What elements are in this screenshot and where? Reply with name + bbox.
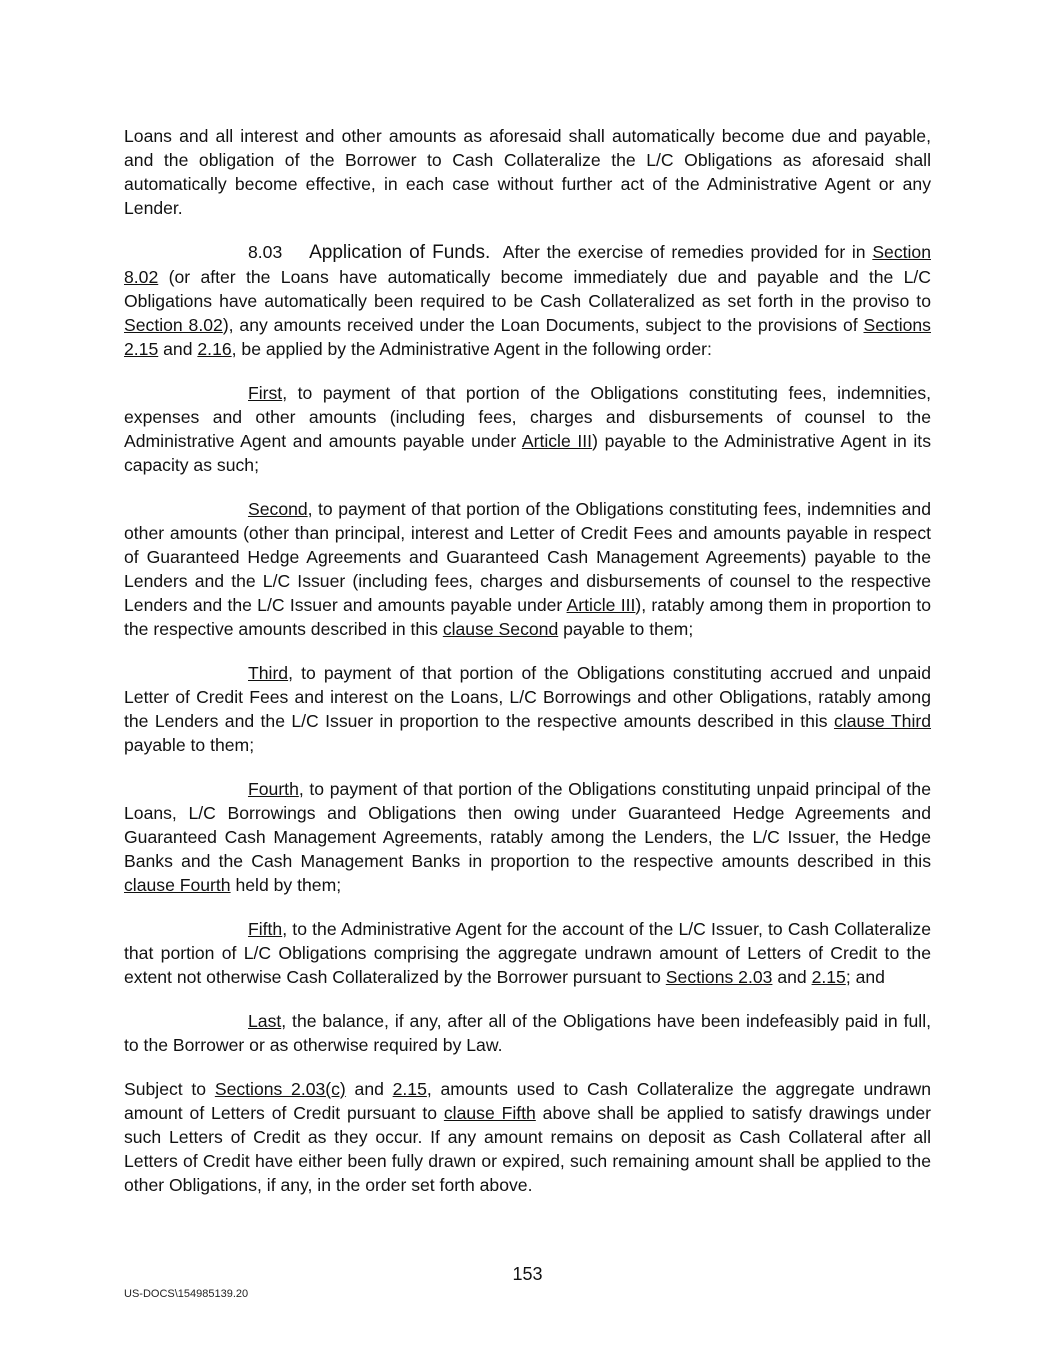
article-reference[interactable]: Article III: [566, 595, 636, 615]
clause-reference[interactable]: clause Fifth: [443, 1103, 536, 1123]
clause-label: Last: [248, 1011, 282, 1031]
section-8-03-paragraph: 8.03 Application of Funds. After the exercise of remedies provided for in Section 8.02 (or after the Loans have automatically become immediately due and payable and the L/C Obligations have automatically been required to be Cash Collateralized as set forth in the proviso to Section 8.02), any amounts received under the Loan Documents, subject to the provisions of Sections 2.15 and 2.16, be applied by the Administrative Agent in the following order:: [124, 242, 932, 359]
clause-label: Third: [248, 663, 289, 683]
section-number: 8.03: [248, 242, 283, 262]
section-reference[interactable]: 2.15: [811, 967, 846, 987]
section-reference[interactable]: Section 8.02: [124, 315, 223, 335]
clause-third: Third, to payment of that portion of the Obligations constituting accrued and unpaid Letter of Credit Fees and interest on the Loans, L/C Borrowings and other Obligations, ratably among the Lenders and the L/C Issuer in proportion to the respective amounts described in this clause Third payable to them;: [124, 663, 931, 755]
clause-fourth: Fourth, to payment of that portion of the Obligations constituting unpaid principal of the Loans, L/C Borrowings and Obligations then owing under Guaranteed Hedge Agreements and Guaranteed Cash Management Agreements, ratably among the Lenders, the L/C Issuer, the Hedge Banks and the Cash Management Banks in proportion to the respective amounts described in this clause Fourth held by them;: [124, 779, 931, 895]
section-reference[interactable]: Sections 2.03(c): [214, 1079, 346, 1099]
article-reference[interactable]: Article III: [521, 431, 593, 451]
clause-reference[interactable]: clause Second: [442, 619, 559, 639]
page-number: 153: [512, 1264, 543, 1284]
clause-fifth: Fifth, to the Administrative Agent for the account of the L/C Issuer, to Cash Collateralize that portion of L/C Obligations comprising the aggregate undrawn amount of Letters of Credit to the extent not otherwise Cash Collateralized by the Borrower pursuant to Sections 2.03 and 2.15; and: [124, 919, 931, 987]
clause-label: Second: [248, 499, 308, 519]
clause-reference[interactable]: clause Fourth: [124, 875, 231, 895]
clause-label: First: [248, 383, 283, 403]
paragraph-continuation: Loans and all interest and other amounts as aforesaid shall automatically become due and payable, and the obligation of the Borrower to Cash Collateralize the L/C Obligations as aforesaid shall automatically become effective, in each case without further act of the Administrative Agent or any Lender.: [124, 126, 931, 218]
subject-paragraph: Subject to Sections 2.03(c) and 2.15, amounts used to Cash Collateralize the aggregate undrawn amount of Letters of Credit pursuant to clause Fifth above shall be applied to satisfy drawings under such Letters of Credit as they occur. If any amount remains on deposit as Cash Collateral after all Letters of Credit have either been fully drawn or expired, such remaining amount shall be applied to the other Obligations, if any, in the order set forth above.: [124, 1079, 932, 1195]
section-reference[interactable]: 2.16: [197, 339, 232, 359]
clause-last: Last, the balance, if any, after all of the Obligations have been indefeasibly paid in full, to the Borrower or as otherwise required by Law.: [124, 1011, 931, 1055]
clause-second: Second, to payment of that portion of the Obligations constituting fees, indemnities and other amounts (other than principal, interest and Letter of Credit Fees and amounts payable in respect of Guaranteed Hedge Agreements and Guaranteed Cash Management Agreements) payable to the Lenders and the L/C Issuer (including fees, charges and disbursements of counsel to the respective Lenders and the L/C Issuer and amounts payable under Article III), ratably among them in proportion to the respective amounts described in this clause Second payable to them;: [124, 499, 931, 639]
clause-first: First, to payment of that portion of the Obligations constituting fees, indemnities, expenses and other amounts (including fees, charges and disbursements of counsel to the Administrative Agent and amounts payable under Article III) payable to the Administrative Agent in its capacity as such;: [124, 383, 931, 475]
section-reference[interactable]: Sections 2.03: [665, 967, 773, 987]
clause-reference[interactable]: clause Third: [833, 711, 931, 731]
section-reference[interactable]: 2.15: [392, 1079, 427, 1099]
document-id: US-DOCS\154985139.20: [124, 1288, 249, 1300]
clause-label: Fifth: [248, 919, 283, 939]
section-reference[interactable]: Section 8.02: [124, 242, 931, 287]
clause-label: Fourth: [248, 779, 299, 799]
document-body: [124, 124, 931, 1197]
section-reference[interactable]: Sections 2.15: [124, 315, 931, 359]
section-heading: Application of Funds.: [309, 242, 491, 263]
